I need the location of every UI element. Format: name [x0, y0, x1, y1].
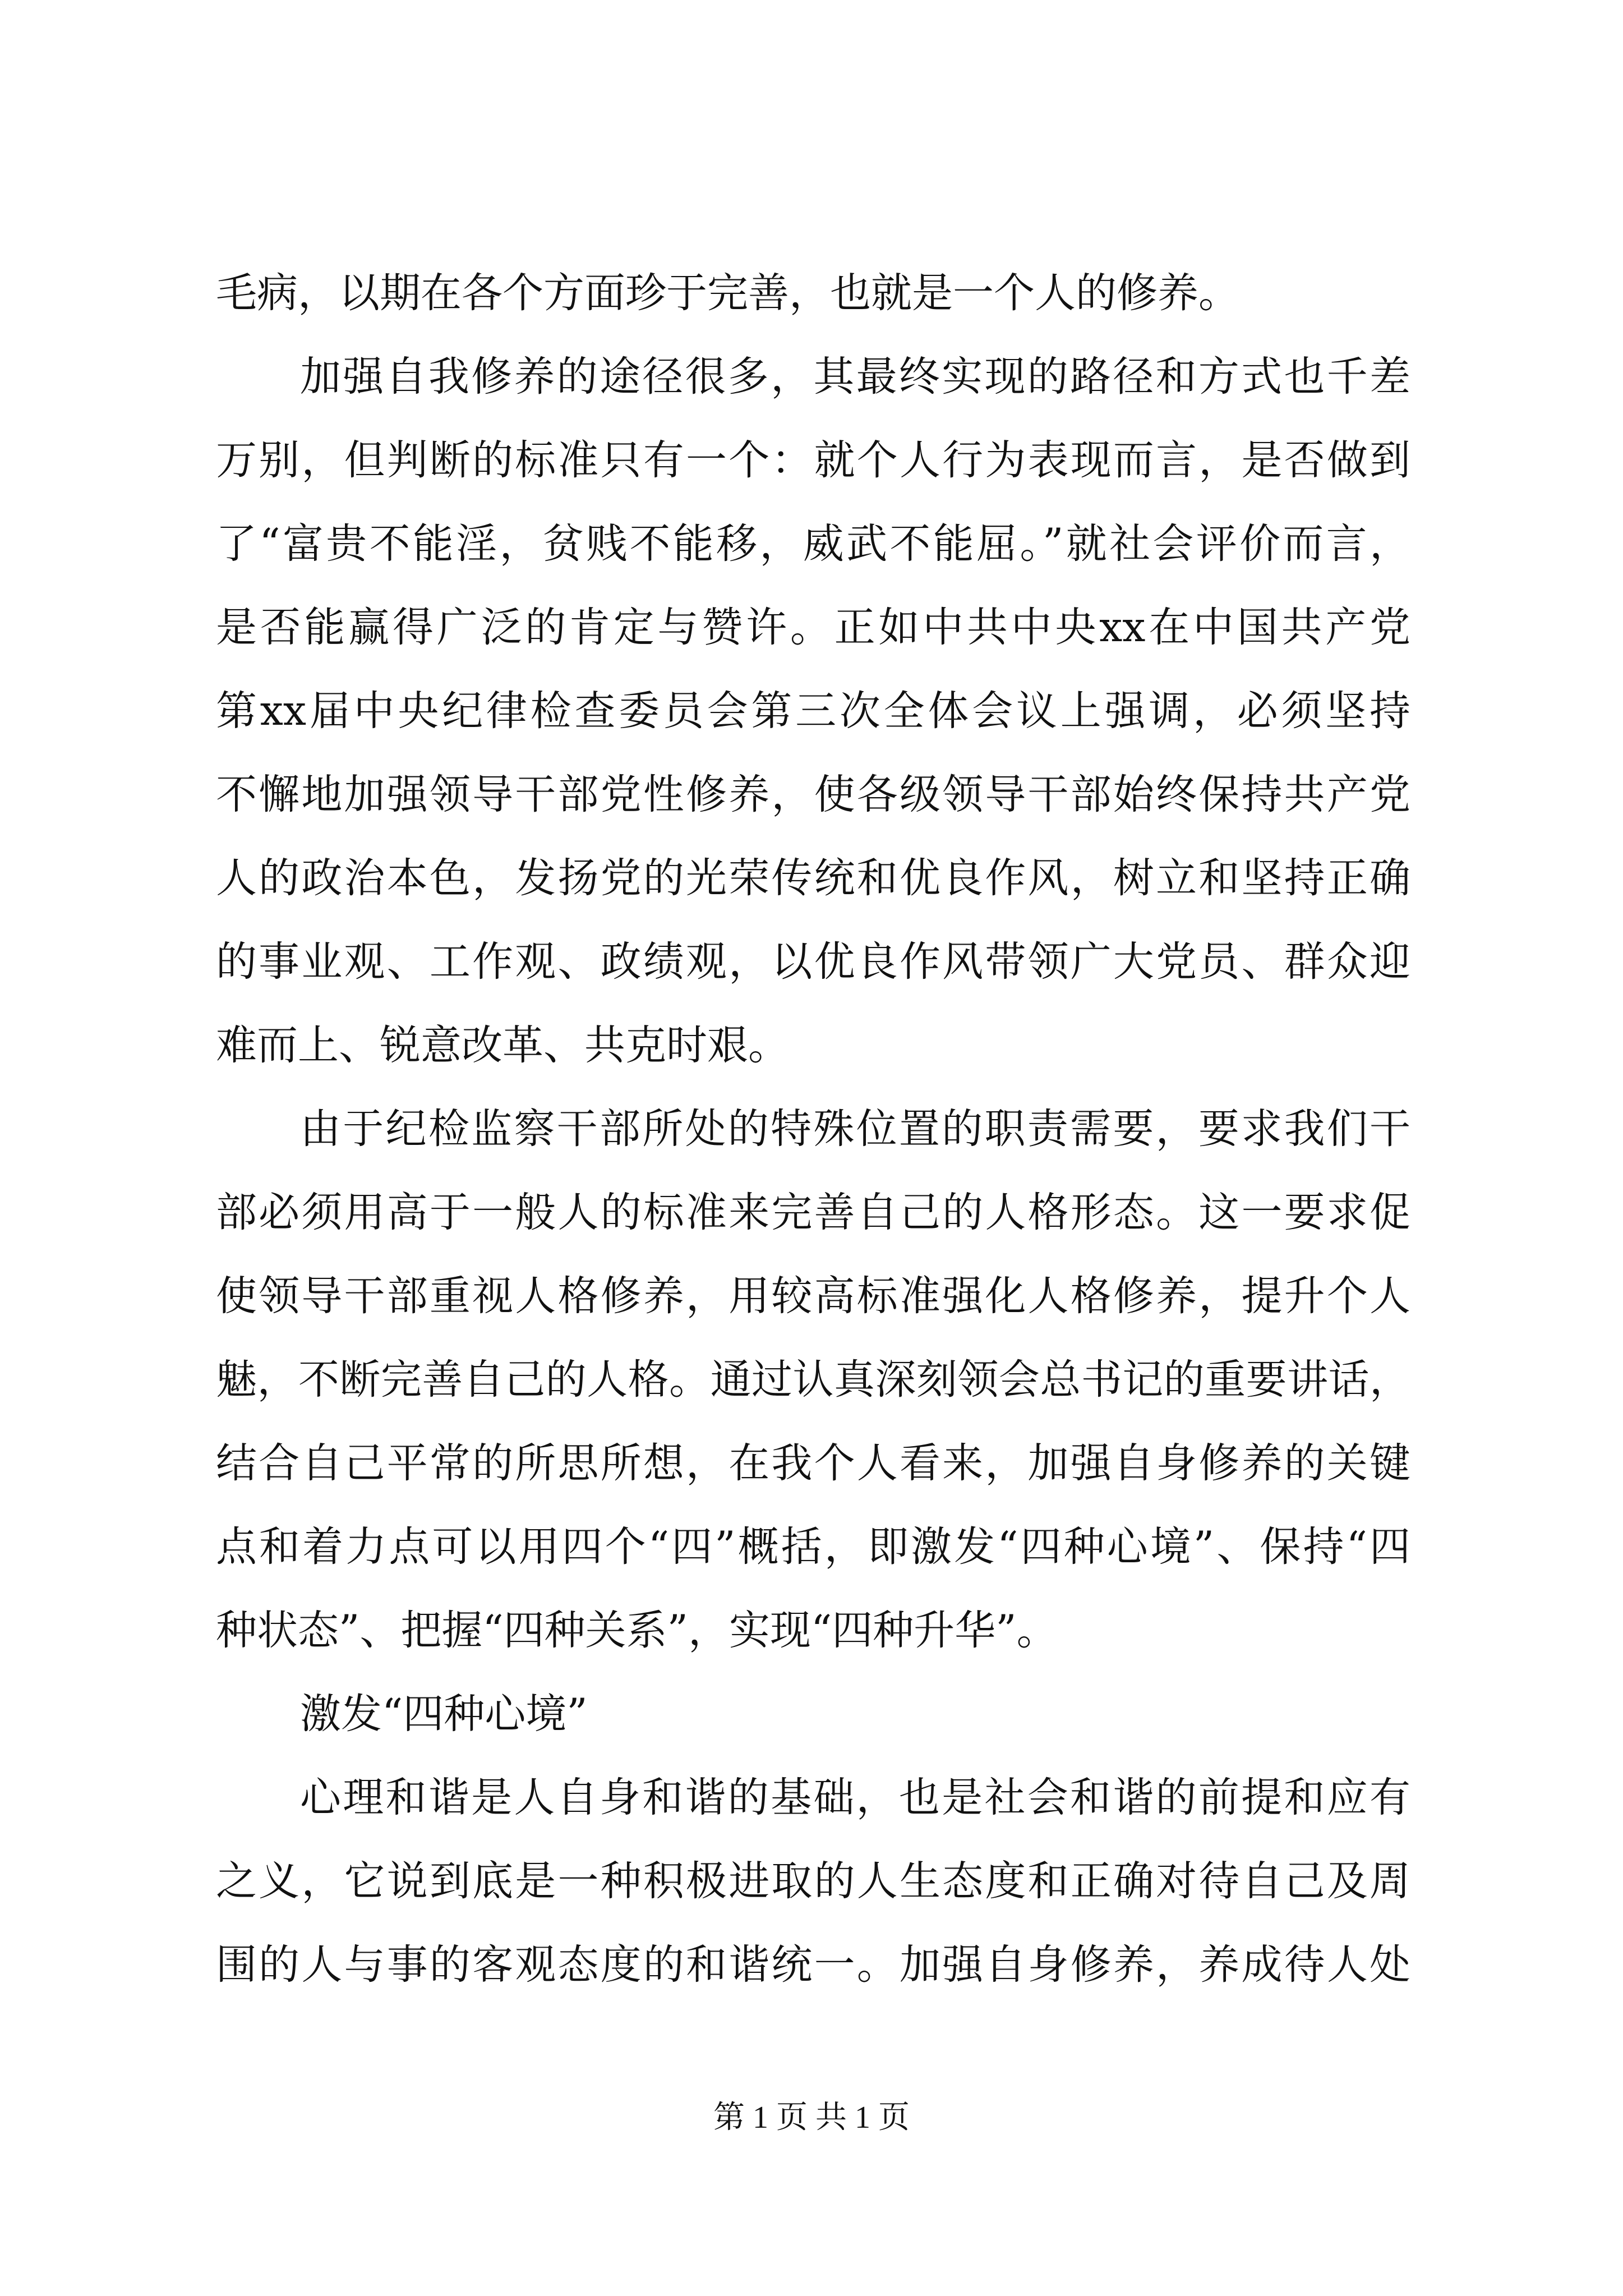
text-line: 不懈地加强领导干部党性修养，使各级领导干部始终保持共产党	[216, 771, 1410, 818]
text-line: 的事业观、工作观、政绩观，以优良作风带领广大党员、群众迎	[216, 938, 1410, 986]
body-text	[216, 251, 1410, 2007]
text-line: 人的政治本色，发扬党的光荣传统和优良作风，树立和坚持正确	[216, 854, 1410, 902]
text-line: 加强自我修养的途径很多，其最终实现的路径和方式也千差	[300, 353, 1410, 401]
text-line: 魅，不断完善自己的人格。通过认真深刻领会总书记的重要讲话，	[216, 1356, 1410, 1404]
text-line: 由于纪检监察干部所处的特殊位置的职责需要，要求我们干	[300, 1105, 1410, 1153]
text-line: 种状态”、把握“四种关系”，实现“四种升华”。	[216, 1607, 1058, 1654]
text-line: 了“富贵不能淫，贫贱不能移，威武不能屈。”就社会评价而言，	[216, 520, 1410, 568]
text-line: 部必须用高于一般人的标准来完善自己的人格形态。这一要求促	[216, 1189, 1410, 1236]
text-line: 毛病，以期在各个方面珍于完善，也就是一个人的修养。	[216, 269, 1239, 317]
text-line: 点和着力点可以用四个“四”概括，即激发“四种心境”、保持“四	[216, 1523, 1410, 1571]
text-line: 心理和谐是人自身和谐的基础，也是社会和谐的前提和应有	[300, 1774, 1410, 1821]
text-line: 之义，它说到底是一种积极进取的人生态度和正确对待自己及周	[216, 1857, 1410, 1905]
text-line: 难而上、锐意改革、共克时艰。	[216, 1022, 789, 1069]
text-line: 使领导干部重视人格修养，用较高标准强化人格修养，提升个人	[216, 1272, 1410, 1320]
text-line: 是否能赢得广泛的肯定与赞许。正如中共中央xx在中国共产党	[216, 604, 1410, 651]
section-heading: 激发“四种心境”	[300, 1690, 588, 1738]
text-line: 第xx届中央纪律检查委员会第三次全体会议上强调，必须坚持	[216, 687, 1410, 735]
text-line: 结合自己平常的所思所想，在我个人看来，加强自身修养的关键	[216, 1439, 1410, 1487]
text-line: 万别，但判断的标准只有一个：就个人行为表现而言，是否做到	[216, 436, 1410, 484]
page-footer: 第 1 页 共 1 页	[713, 2100, 910, 2135]
text-line: 围的人与事的客观态度的和谐统一。加强自身修养，养成待人处	[216, 1941, 1410, 1989]
